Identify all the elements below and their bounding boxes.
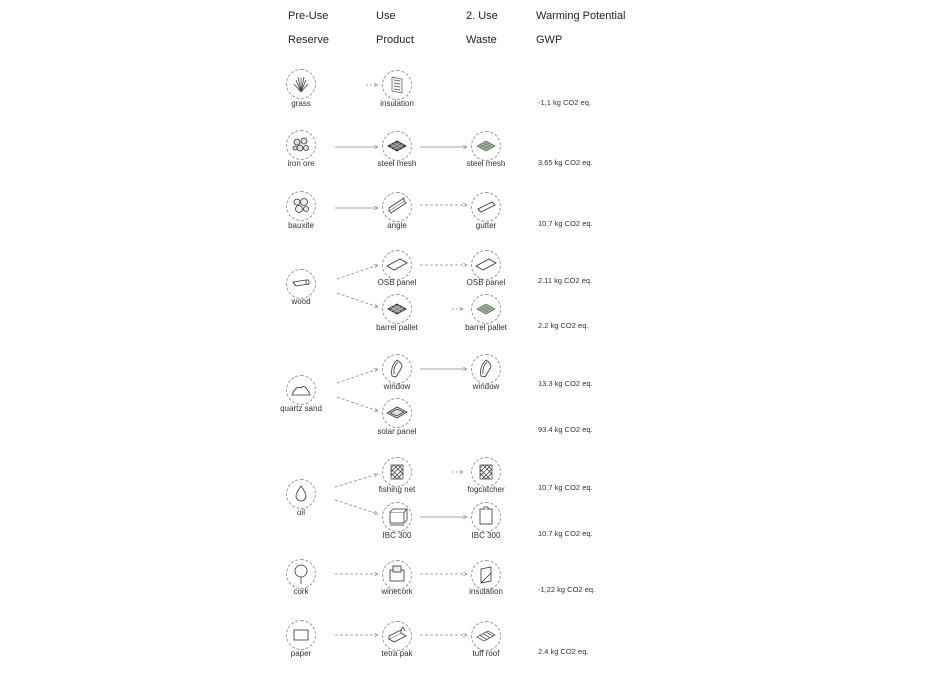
fishing-net-icon bbox=[382, 457, 412, 487]
steel-mesh-icon bbox=[471, 131, 501, 161]
arrow-wood-osb bbox=[337, 265, 378, 279]
waste-label: steel mesh bbox=[466, 159, 506, 168]
product-label: OSB panel bbox=[377, 278, 417, 287]
gwp-value: 10.7 kg CO2 eq. bbox=[538, 529, 593, 538]
header-use: Use bbox=[376, 10, 396, 22]
header-reserve: Reserve bbox=[288, 34, 329, 46]
waste-label: insulation bbox=[469, 587, 503, 596]
header-warming-potential: Warming Potential bbox=[536, 10, 626, 22]
reserve-label: quartz sand bbox=[280, 404, 322, 413]
gwp-value: 2.4 kg CO2 eq. bbox=[538, 647, 589, 656]
gwp-value: 13.3 kg CO2 eq. bbox=[538, 379, 593, 388]
steel-mesh-icon bbox=[382, 131, 412, 161]
solar-panel-icon bbox=[382, 398, 412, 428]
wood-icon bbox=[286, 269, 316, 299]
osb-panel-icon bbox=[471, 250, 501, 280]
waste-label: OSB panel bbox=[466, 278, 506, 287]
waste-label: IBC 300 bbox=[471, 531, 501, 540]
window-icon bbox=[471, 354, 501, 384]
winecork-icon bbox=[382, 560, 412, 590]
product-label: window bbox=[383, 382, 411, 391]
gwp-value: 10.7 kg CO2 eq. bbox=[538, 483, 593, 492]
bauxite-icon bbox=[286, 191, 316, 221]
header-second-use: 2. Use bbox=[466, 10, 498, 22]
reserve-label: cork bbox=[293, 587, 309, 596]
product-label: insulation bbox=[380, 99, 414, 108]
gwp-value: 2.2 kg CO2 eq. bbox=[538, 321, 589, 330]
window-icon bbox=[382, 354, 412, 384]
reserve-label: bauxite bbox=[288, 221, 314, 230]
angle-icon bbox=[382, 192, 412, 222]
cork-icon bbox=[286, 559, 316, 589]
reserve-label: oil bbox=[296, 508, 305, 517]
grass-icon bbox=[286, 69, 316, 99]
waste-label: fogcatcher bbox=[467, 485, 505, 494]
gwp-value: -1,1 kg CO2 eq. bbox=[538, 98, 591, 107]
reserve-label: grass bbox=[291, 99, 311, 108]
gwp-value: 93.4 kg CO2 eq. bbox=[538, 425, 593, 434]
product-label: steel mesh bbox=[377, 159, 417, 168]
waste-label: barrel pallet bbox=[465, 323, 507, 332]
fogcatcher-icon bbox=[471, 457, 501, 487]
product-label: solar panel bbox=[377, 427, 417, 436]
paper-icon bbox=[286, 620, 316, 650]
header-gwp: GWP bbox=[536, 34, 563, 46]
reserve-label: paper bbox=[290, 649, 312, 658]
gwp-value: 2.11 kg CO2 eq. bbox=[538, 276, 593, 285]
tetra-pak-icon bbox=[382, 621, 412, 651]
ibc-tank-icon bbox=[471, 502, 501, 532]
header-pre-use: Pre-Use bbox=[288, 10, 329, 22]
gwp-value: 3.65 kg CO2 eq. bbox=[538, 158, 593, 167]
gwp-value: 10.7 kg CO2 eq. bbox=[538, 219, 593, 228]
ibc-tank-icon bbox=[382, 502, 412, 532]
insulation-icon bbox=[382, 70, 412, 100]
barrel-pallet-icon bbox=[382, 294, 412, 324]
product-label: angle bbox=[387, 221, 407, 230]
waste-label: gutter bbox=[475, 221, 497, 230]
reserve-label: iron ore bbox=[287, 159, 315, 168]
gutter-icon bbox=[471, 192, 501, 222]
product-label: fishing net bbox=[378, 485, 416, 494]
waste-label: window bbox=[472, 382, 500, 391]
product-label: barrel pallet bbox=[376, 323, 418, 332]
product-label: IBC 300 bbox=[382, 531, 412, 540]
header-product: Product bbox=[376, 34, 414, 46]
barrel-pallet-icon bbox=[471, 294, 501, 324]
arrow-sand-window bbox=[337, 369, 378, 383]
gwp-value: -1,22 kg CO2 eq. bbox=[538, 585, 596, 594]
insulation-icon bbox=[471, 560, 501, 590]
product-label: tetra pak bbox=[381, 649, 413, 658]
reserve-label: wood bbox=[291, 297, 311, 306]
osb-panel-icon bbox=[382, 250, 412, 280]
header-waste: Waste bbox=[466, 34, 497, 46]
quartz-sand-icon bbox=[286, 375, 316, 405]
waste-label: tuff roof bbox=[472, 649, 500, 658]
oil-icon bbox=[286, 479, 316, 509]
tuff-roof-icon bbox=[471, 621, 501, 651]
product-label: winecork bbox=[381, 587, 413, 596]
iron-ore-icon bbox=[286, 130, 316, 160]
